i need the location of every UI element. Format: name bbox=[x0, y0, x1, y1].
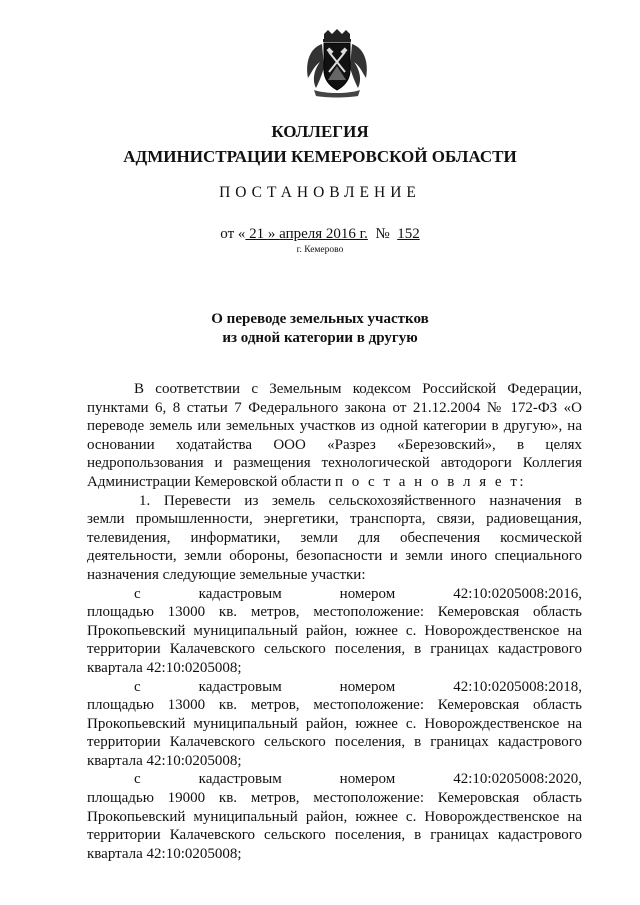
body-line: В соответствии с Земельным кодексом Российской Федерации, bbox=[134, 381, 582, 397]
body-line: Прокопьевский муниципальный район, южнее с. Новорождественское на bbox=[87, 808, 582, 825]
subject-line1: О переводе земельных участков bbox=[211, 311, 429, 327]
body-line: площадью 13000 кв. метров, местоположение: Кемеровская область bbox=[87, 697, 582, 714]
body-line: территории Калачевского сельского поселения, в границах кадастрового bbox=[87, 734, 582, 751]
document-number: 152 bbox=[397, 226, 420, 242]
body-line: с кадастровым номером 42:10:0205008:2016, bbox=[134, 585, 582, 602]
body-line: 1. Перевести из земель сельскохозяйственного назначения в bbox=[139, 492, 582, 509]
subject-line2: из одной категории в другую bbox=[222, 330, 418, 346]
date-day: 21 bbox=[245, 226, 268, 242]
document-body bbox=[87, 380, 582, 863]
body-line: площадью 19000 кв. метров, местоположение: Кемеровская область bbox=[87, 790, 582, 807]
body-line: деятельности, земли обороны, безопасности и земли иного специального bbox=[87, 548, 582, 565]
coat-of-arms-icon bbox=[302, 28, 372, 98]
body-line-part: Администрации Кемеровской области bbox=[87, 473, 332, 490]
body-line: квартала 42:10:0205008; bbox=[87, 659, 242, 676]
body-line: территории Калачевского сельского поселения, в границах кадастрового bbox=[87, 641, 582, 658]
body-line: назначения следующие земельные участки: bbox=[87, 566, 366, 583]
body-line: Прокопьевский муниципальный район, южнее с. Новорождественское на bbox=[87, 715, 582, 732]
org-name-line2: АДМИНИСТРАЦИИ КЕМЕРОВСКОЙ ОБЛАСТИ bbox=[123, 147, 517, 166]
document-subject bbox=[0, 310, 640, 348]
resolves-word: п о с т а н о в л я е т: bbox=[335, 473, 527, 490]
body-line: Прокопьевский муниципальный район, южнее с. Новорождественское на bbox=[87, 622, 582, 639]
body-line: земли промышленности, энергетики, транспорта, связи, радиовещания, bbox=[87, 511, 582, 528]
date-month-year: апреля 2016 г. bbox=[279, 226, 368, 242]
body-line bbox=[87, 473, 582, 492]
document-type: ПОСТАНОВЛЕНИЕ bbox=[219, 184, 421, 201]
body-line: квартала 42:10:0205008; bbox=[87, 752, 242, 769]
body-line: площадью 13000 кв. метров, местоположение: Кемеровская область bbox=[87, 604, 582, 621]
body-line: квартала 42:10:0205008; bbox=[87, 845, 242, 862]
date-line bbox=[0, 226, 640, 243]
body-line: недропользования и размещения технологической автодороги Коллегия bbox=[87, 455, 582, 472]
date-mid: » bbox=[267, 226, 280, 242]
body-line: пунктами 6, 8 статьи 7 Федерального закона от 21.12.2004 № 172-ФЗ «О bbox=[87, 399, 582, 416]
body-line: переводе земель или земельных участков из одной категории в другую», на bbox=[87, 418, 582, 435]
body-line: территории Калачевского сельского поселения, в границах кадастрового bbox=[87, 827, 582, 844]
city: г. Кемерово bbox=[296, 245, 344, 255]
body-line: основании ходатайства ООО «Разрез «Березовский», в целях bbox=[87, 436, 582, 453]
body-line: с кадастровым номером 42:10:0205008:2020, bbox=[134, 771, 582, 788]
org-name-line1: КОЛЛЕГИЯ bbox=[271, 122, 369, 141]
date-prefix: от « bbox=[220, 226, 246, 242]
number-label: № bbox=[375, 226, 390, 242]
body-line: телевидения, информатики, земли для обеспечения космической bbox=[87, 529, 582, 546]
body-line: с кадастровым номером 42:10:0205008:2018, bbox=[134, 678, 582, 695]
